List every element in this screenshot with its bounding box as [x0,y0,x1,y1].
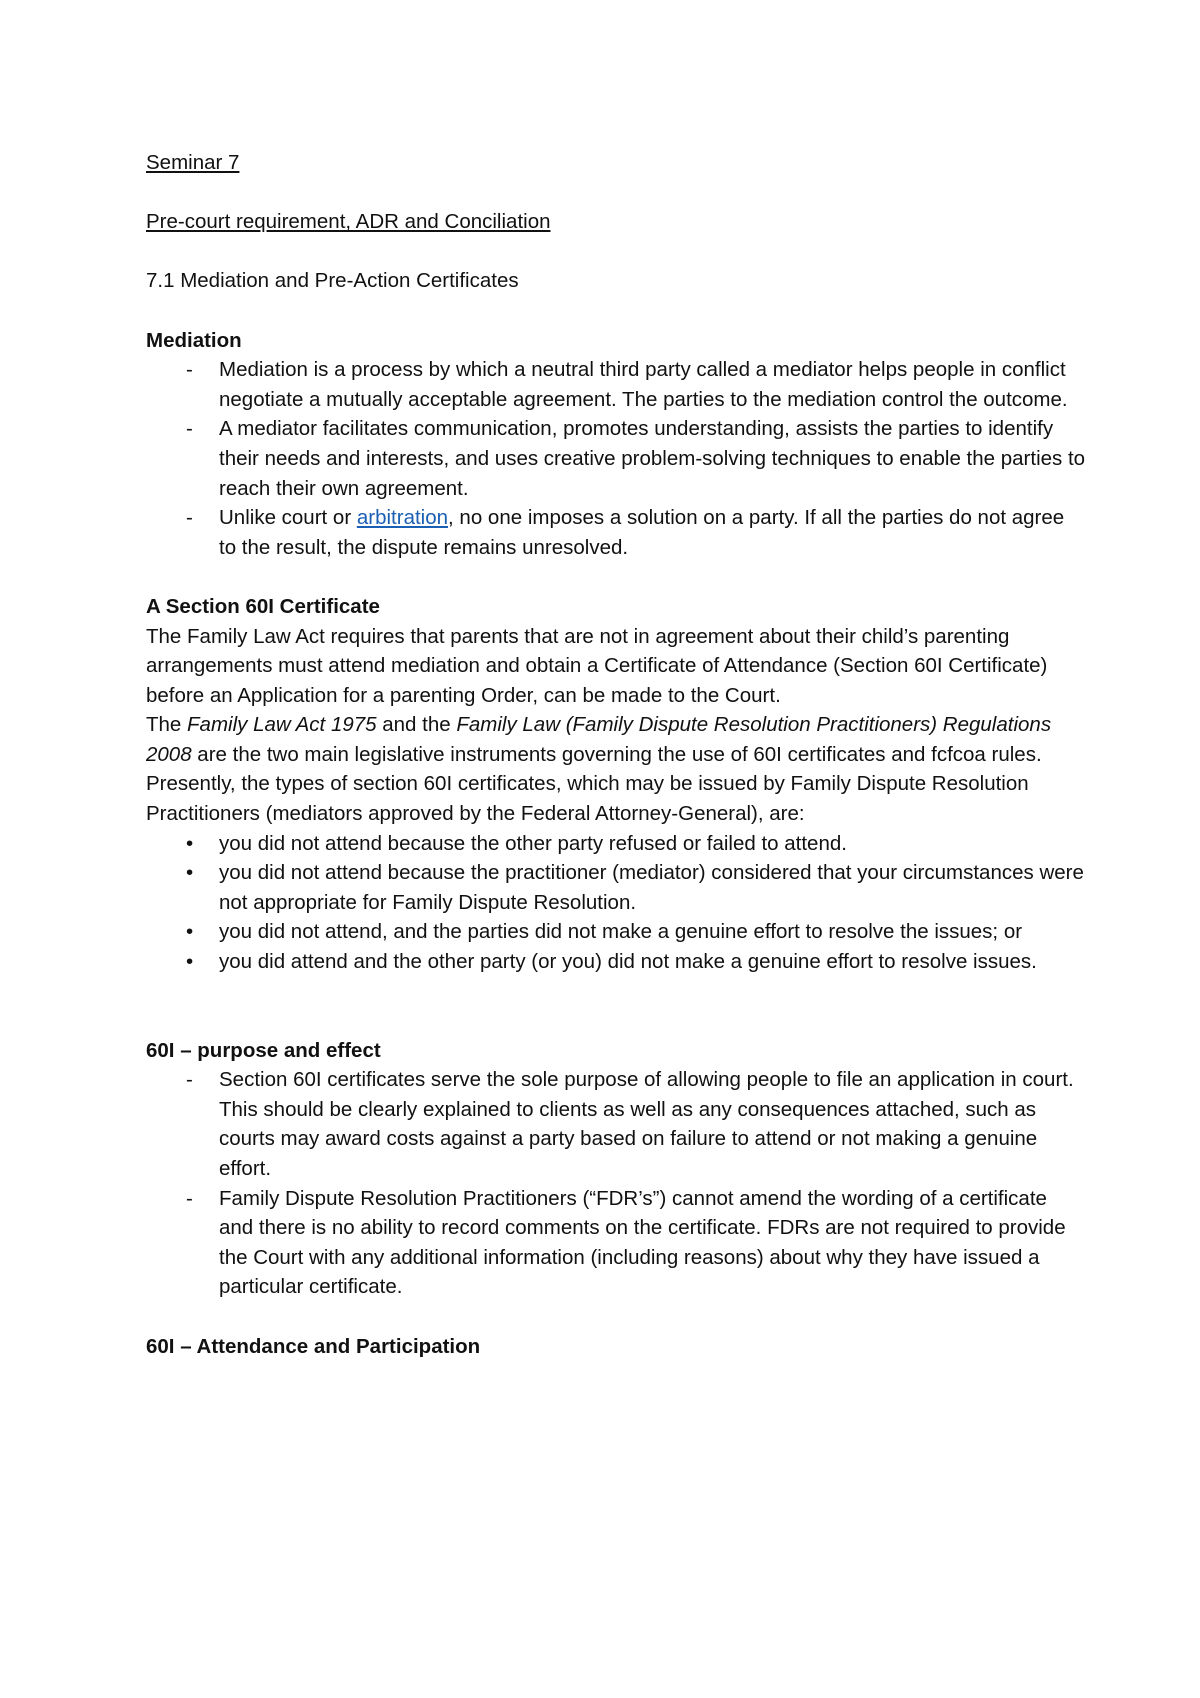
purpose-point-1: Section 60I certificates serve the sole purpose of allowing people to file an application in court. This should be clearly explained to clients as well as any consequences attached, such as courts may award costs against a party based on failure to attend or not making a genuine effort. [219,1068,1074,1180]
para2-text-1: The [146,713,188,737]
list-item [146,829,1086,859]
mediation-point-2: A mediator facilitates communication, promotes understanding, assists the parties to identify their needs and interests, and uses creative problem-solving techniques to enable the parties to reach their own agreement. [219,417,1086,500]
purpose-list [146,1065,1086,1302]
arbitration-link[interactable]: arbitration [356,506,449,530]
purpose-heading: 60I – purpose and effect [146,1038,381,1062]
certificate-types-list [146,829,1086,977]
dash-marker: - [186,506,193,530]
seminar-title: Seminar 7 [146,151,240,174]
certificate-type-3: you did not attend, and the parties did not make a genuine effort to resolve the issues; or [219,920,1023,944]
family-law-act-title: Family Law Act 1975 [187,713,377,737]
list-item [146,917,1086,947]
topic-title: Pre-court requirement, ADR and Conciliation [146,210,551,234]
certificate-heading: A Section 60I Certificate [146,594,380,618]
mediation-point-3 [219,506,1064,559]
list-item [146,503,1086,562]
bullet-marker: • [186,950,194,974]
mediation-point-1: Mediation is a process by which a neutral third party called a mediator helps people in conflict negotiate a mutually acceptable agreement. The parties to the mediation control the outcome. [219,358,1068,411]
bullet-marker: • [186,861,194,885]
certificate-type-1: you did not attend because the other party refused or failed to attend. [219,831,847,855]
list-item [146,1065,1086,1183]
section-title: 7.1 Mediation and Pre-Action Certificates [146,269,519,293]
mediation-list [146,355,1086,562]
certificate-type-2: you did not attend because the practitioner (mediator) considered that your circumstances were not appropriate for Family Dispute Resolution. [219,861,1084,914]
list-item [146,414,1086,503]
list-item [146,355,1086,414]
regulations-title: Family Law (Family Dispute Resolution Practitioners) Regulations 2008 [146,713,1052,766]
dash-marker: - [186,417,193,441]
mediation-point-3-before: Unlike court or [219,506,357,530]
bullet-marker: • [186,920,194,944]
purpose-point-2: Family Dispute Resolution Practitioners (“FDR’s”) cannot amend the wording of a certificate and there is no ability to record comments on the certificate. FDRs are not required to provide the Court with any additional information (including reasons) about why they have issued a particular certificate. [219,1186,1066,1299]
mediation-point-3-after: , no one imposes a solution on a party. If all the parties do not agree to the result, the dispute remains unresolved. [219,506,1065,559]
certificate-type-4: you did attend and the other party (or you) did not make a genuine effort to resolve issues. [219,950,1037,974]
para2-text-3: are the two main legislative instruments governing the use of 60I certificates and fcfcoa rules. [191,742,1042,766]
mediation-heading: Mediation [146,328,242,352]
attendance-heading: 60I – Attendance and Participation [146,1334,481,1358]
para2-text-2: and the [376,713,457,737]
bullet-marker: • [186,831,194,855]
dash-marker: - [186,358,193,382]
list-item [146,947,1086,977]
dash-marker: - [186,1068,193,1092]
list-item [146,858,1086,917]
certificate-paragraph-3: Presently, the types of section 60I certificates, which may be issued by Family Dispute Resolution Practitioners (mediators approved by the Federal Attorney-General), are: [146,772,1029,826]
list-item [146,1184,1086,1302]
dash-marker: - [186,1186,193,1210]
document-body [146,148,1086,1361]
certificate-paragraph-1: The Family Law Act requires that parents that are not in agreement about their child’s parenting arrangements must attend mediation and obtain a Certificate of Attendance (Section 60I Certificate) before an Application for a parenting Order, can be made to the Court. [146,624,1048,707]
certificate-paragraph-2 [146,710,1086,769]
